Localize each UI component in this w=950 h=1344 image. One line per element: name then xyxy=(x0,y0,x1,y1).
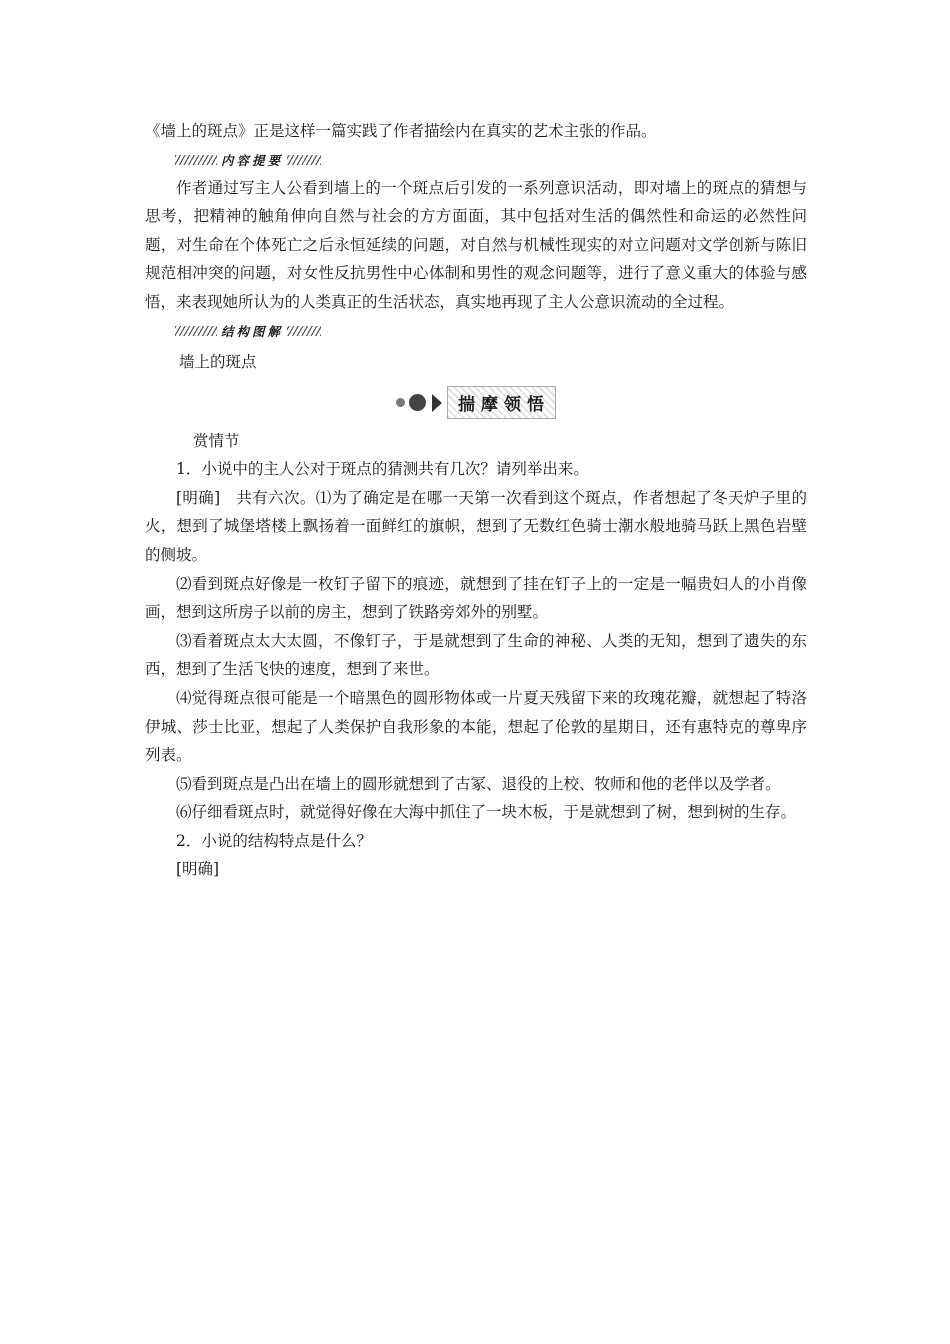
answer-1-item-6: ⑹仔细看斑点时，就觉得好像在大海中抓住了一块木板，于是就想到了树，想到树的生存。 xyxy=(176,803,797,822)
appreciation-subheading: 赏情节 xyxy=(193,431,240,450)
answer-2: [明确] xyxy=(176,860,220,879)
structure-item: 墙上的斑点 xyxy=(179,352,257,371)
content-summary-heading-text: 内容提要 xyxy=(221,152,284,168)
structure-heading-text: 结构图解 xyxy=(221,323,284,339)
answer-1-item-5: ⑸看到斑点是凸出在墙上的圆形就想到了古冢、退役的上校、牧师和他的老伴以及学者。 xyxy=(176,774,781,793)
small-dot-icon xyxy=(396,398,405,407)
structure-heading xyxy=(175,317,807,345)
question-1: 1．小说中的主人公对于斑点的猜测共有几次？请列举出来。 xyxy=(176,460,589,479)
content-summary-paragraph: 作者通过写主人公看到墙上的一个斑点后引发的一系列意识活动，即对墙上的斑点的猜想与思考，把精神的触角伸向自然与社会的方方面面，其中包括对生活的偶然性和命运的必然性问题，对生命在个体死亡之后永恒延续的问题，对自然与机械性现实的对立问题对文学创新与陈旧规范相冲突的问题，对女性反抗男性中心体制和男性的观念问题等，进行了意义重大的体验与感悟，来表现她所认为的人类真正的生活状态，真实地再现了主人公意识流动的全过程。 xyxy=(145,178,807,311)
document-body xyxy=(145,117,807,884)
section-banner xyxy=(145,383,807,423)
triangle-arrow-icon xyxy=(432,394,442,412)
hatch-decoration-icon xyxy=(175,326,217,336)
answer-1-intro: [明确] 共有六次。⑴为了确定是在哪一天第一次看到这个斑点，作者想起了冬天炉子里的火，想到了城堡塔楼上飘扬着一面鲜红的旗帜，想到了无数红色骑士潮水般地骑马跃上黑色岩壁的侧坡。 xyxy=(145,488,807,564)
large-dot-icon xyxy=(409,394,426,411)
question-2: 2．小说的结构特点是什么？ xyxy=(176,831,372,850)
content-summary-heading xyxy=(175,146,807,174)
answer-1-item-2: ⑵看到斑点好像是一枚钉子留下的痕迹，就想到了挂在钉子上的一定是一幅贵妇人的小肖像画，想到这所房子以前的房主，想到了铁路旁郊外的别墅。 xyxy=(145,574,807,622)
hatch-decoration-icon xyxy=(175,155,217,165)
answer-1-item-3: ⑶看着斑点太大太圆，不像钉子，于是就想到了生命的神秘、人类的无知，想到了遗失的东西，想到了生活飞快的速度，想到了来世。 xyxy=(145,631,807,679)
hatch-decoration-icon xyxy=(287,326,321,336)
hatch-decoration-icon xyxy=(287,155,321,165)
banner-title: 揣摩领悟 xyxy=(447,386,556,419)
intro-line: 《墙上的斑点》正是这样一篇实践了作者描绘内在真实的艺术主张的作品。 xyxy=(145,122,657,140)
answer-1-item-4: ⑷觉得斑点很可能是一个暗黑色的圆形物体或一片夏天残留下来的玫瑰花瓣，就想起了特洛伊城、莎士比亚，想起了人类保护自我形象的本能，想起了伦敦的星期日，还有惠特克的尊卑序列表。 xyxy=(145,688,807,765)
